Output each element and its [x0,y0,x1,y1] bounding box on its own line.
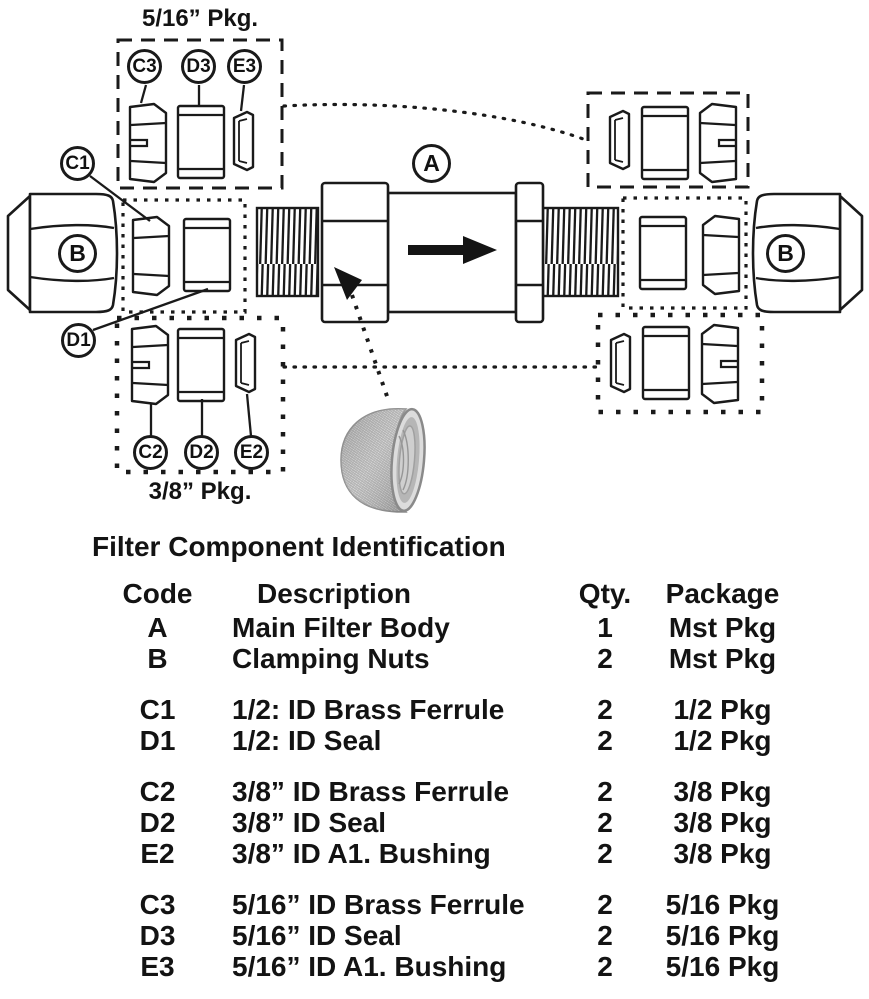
callout-c2: C2 [133,435,168,470]
seal-d1 [184,219,230,291]
cell-package: 3/8 Pkg [673,838,772,869]
mesh-strainer-photo [341,408,428,512]
cell-code: D2 [139,807,176,838]
cell-qty: 2 [597,725,613,756]
cell-description: 3/8” ID Brass Ferrule [232,776,510,807]
main-filter-body [257,183,618,402]
table-group-half-inch [110,694,820,756]
cell-description: 5/16” ID A1. Bushing [232,951,507,982]
table-group-five-sixteenths [110,889,820,982]
cell-description: Main Filter Body [232,612,450,643]
table-header-row [110,578,820,609]
callout-e2: E2 [234,435,269,470]
parts-1-2-right [640,216,739,294]
cell-code: C3 [139,889,176,920]
callout-c1: C1 [60,146,95,181]
parts-5-16-left [130,104,253,182]
cell-code: B [147,643,168,674]
collar-right [516,183,543,322]
col-header-description: Description [257,578,412,609]
cell-code: D1 [139,725,176,756]
bushing-e2 [236,334,255,392]
cell-description: 3/8” ID Seal [232,807,387,838]
cell-qty: 2 [597,776,613,807]
table-title: Filter Component Identification [92,531,506,562]
cell-code: A [147,612,168,643]
cell-qty: 2 [597,889,613,920]
col-header-qty: Qty. [578,578,632,609]
table-row [110,807,820,838]
cell-description: 5/16” ID Seal [232,920,402,951]
ferrule-c2 [132,326,168,404]
threads-right [543,208,618,296]
callout-d1: D1 [61,323,96,358]
cell-code: E2 [140,838,175,869]
table-row [110,694,820,725]
hex-left [322,183,388,322]
cell-qty: 2 [597,694,613,725]
threads-left [257,208,318,296]
table-row [110,838,820,869]
parts-1-2-left [133,217,230,295]
cell-qty: 2 [597,951,613,982]
cell-package: 1/2 Pkg [673,725,772,756]
cell-qty: 1 [597,612,613,643]
package-label-3-8: 3/8” Pkg. [148,478,252,505]
cell-description: 3/8” ID A1. Bushing [232,838,491,869]
cell-description: 1/2: ID Brass Ferrule [232,694,505,725]
parts-3-8-left [132,326,255,404]
table-row [110,776,820,807]
cell-qty: 2 [597,838,613,869]
seal-d3 [178,106,224,178]
table-row [110,889,820,920]
package-label-5-16: 5/16” Pkg. [141,5,259,32]
table-group-three-eighths [110,776,820,869]
callout-d2: D2 [184,435,219,470]
ferrule-c3 [130,104,166,182]
bushing-e3 [234,112,253,170]
cell-package: 5/16 Pkg [665,951,780,982]
cell-package: Mst Pkg [668,612,777,643]
cell-package: 3/8 Pkg [673,776,772,807]
callout-b-right: B [766,234,805,273]
cell-description: 5/16” ID Brass Ferrule [232,889,525,920]
cell-code: D3 [139,920,176,951]
callout-d3: D3 [181,49,216,84]
col-header-package: Package [665,578,780,609]
component-table [110,578,820,982]
connector-top [284,104,586,140]
table-row [110,725,820,756]
cell-description: 1/2: ID Seal [232,725,382,756]
cell-package: 1/2 Pkg [673,694,772,725]
callout-c3: C3 [127,49,162,84]
cell-code: C2 [139,776,176,807]
ferrule-c1 [133,217,169,295]
cell-package: Mst Pkg [668,643,777,674]
table-row [110,951,820,982]
table-row [110,643,820,674]
cell-qty: 2 [597,643,613,674]
cell-qty: 2 [597,920,613,951]
parts-5-16-right [610,104,736,182]
callout-a: A [412,144,451,183]
seal-d2 [178,329,224,401]
cell-package: 5/16 Pkg [665,889,780,920]
col-header-code: Code [122,578,193,609]
parts-3-8-right [611,325,738,403]
callout-e3: E3 [227,49,262,84]
table-row [110,920,820,951]
cell-code: C1 [139,694,176,725]
table-row [110,612,820,643]
cell-description: Clamping Nuts [232,643,430,674]
cell-package: 5/16 Pkg [665,920,780,951]
cell-code: E3 [140,951,175,982]
cell-package: 3/8 Pkg [673,807,772,838]
cell-qty: 2 [597,807,613,838]
callout-b-left: B [58,234,97,273]
